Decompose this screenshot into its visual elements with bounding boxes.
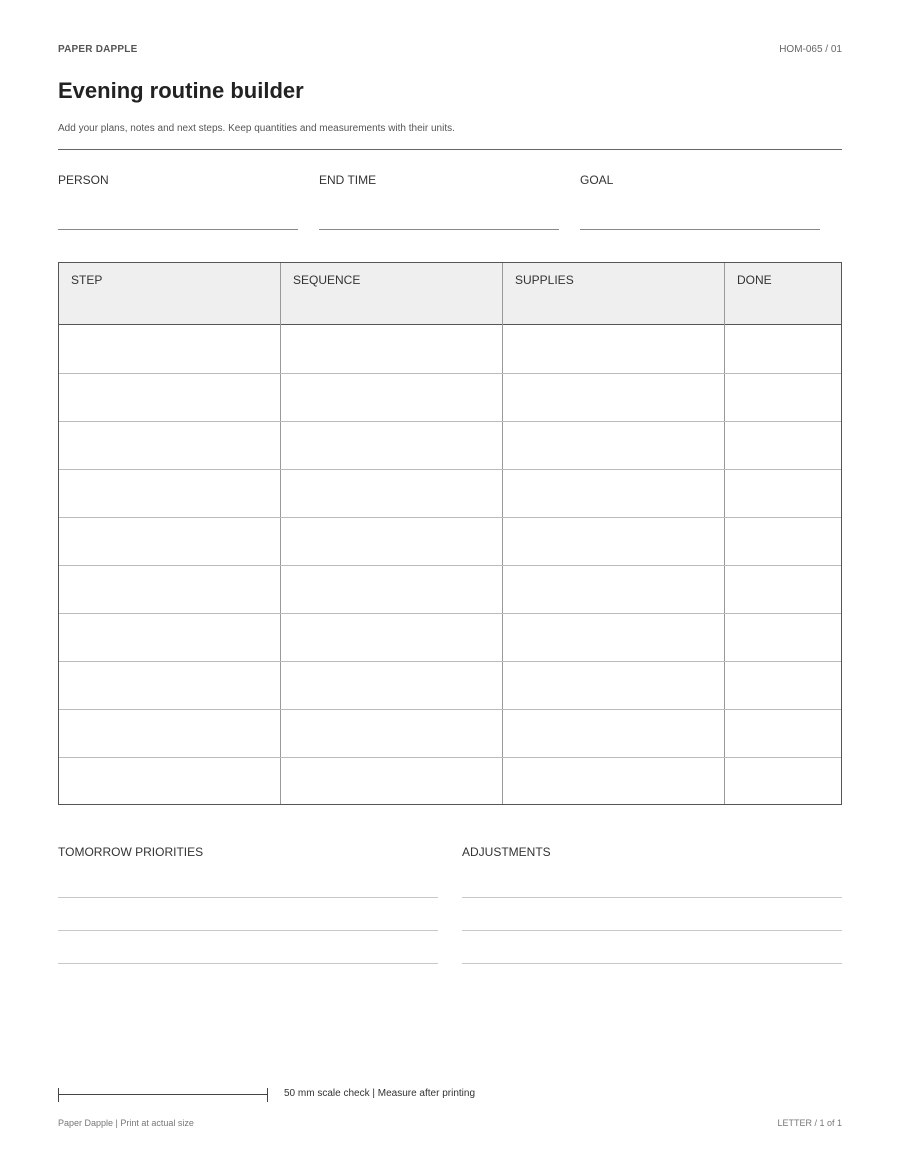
table-cell-step[interactable] (59, 470, 280, 517)
table-cell-supplies[interactable] (503, 326, 724, 373)
table-cell-step[interactable] (59, 374, 280, 421)
table-cell-done[interactable] (725, 614, 841, 661)
field-line-person[interactable] (58, 229, 298, 230)
routine-table (58, 262, 842, 805)
table-cell-done[interactable] (725, 662, 841, 709)
table-cell-step[interactable] (59, 662, 280, 709)
tomorrow-priorities-label: TOMORROW PRIORITIES (58, 845, 204, 859)
table-cell-sequence[interactable] (281, 758, 502, 805)
column-header-supplies: SUPPLIES (515, 273, 574, 287)
scale-bar-tick (58, 1088, 59, 1102)
table-cell-sequence[interactable] (281, 374, 502, 421)
table-cell-step[interactable] (59, 758, 280, 805)
table-cell-done[interactable] (725, 422, 841, 469)
table-cell-supplies[interactable] (503, 566, 724, 613)
priorities-line[interactable] (58, 963, 438, 964)
table-cell-sequence[interactable] (281, 470, 502, 517)
table-cell-step[interactable] (59, 422, 280, 469)
table-cell-sequence[interactable] (281, 566, 502, 613)
table-cell-step[interactable] (59, 710, 280, 757)
table-cell-sequence[interactable] (281, 662, 502, 709)
table-cell-sequence[interactable] (281, 518, 502, 565)
table-cell-done[interactable] (725, 758, 841, 805)
table-cell-step[interactable] (59, 614, 280, 661)
table-cell-done[interactable] (725, 710, 841, 757)
table-cell-sequence[interactable] (281, 614, 502, 661)
table-cell-supplies[interactable] (503, 518, 724, 565)
priorities-line[interactable] (58, 897, 438, 898)
table-cell-supplies[interactable] (503, 422, 724, 469)
header-divider (58, 149, 842, 150)
table-cell-supplies[interactable] (503, 758, 724, 805)
table-cell-done[interactable] (725, 518, 841, 565)
field-line-end-time[interactable] (319, 229, 559, 230)
adjustments-line[interactable] (462, 963, 842, 964)
field-label-goal: GOAL (580, 173, 614, 187)
adjustments-line[interactable] (462, 930, 842, 931)
footer-page-info: LETTER / 1 of 1 (777, 1118, 842, 1128)
table-cell-done[interactable] (725, 566, 841, 613)
priorities-line[interactable] (58, 930, 438, 931)
scale-check-bar (58, 1088, 268, 1102)
page-subtitle: Add your plans, notes and next steps. Keep quantities and measurements with their units. (58, 123, 455, 134)
table-cell-done[interactable] (725, 374, 841, 421)
scale-bar-tick (267, 1088, 268, 1102)
field-label-person: PERSON (58, 173, 109, 187)
adjustments-line[interactable] (462, 897, 842, 898)
table-cell-done[interactable] (725, 470, 841, 517)
table-cell-done[interactable] (725, 326, 841, 373)
adjustments-label: ADJUSTMENTS (462, 845, 551, 859)
table-cell-supplies[interactable] (503, 374, 724, 421)
table-cell-supplies[interactable] (503, 614, 724, 661)
table-cell-sequence[interactable] (281, 710, 502, 757)
document-id: HOM-065 / 01 (779, 44, 842, 55)
field-label-end-time: END TIME (319, 173, 377, 187)
column-header-sequence: SEQUENCE (293, 273, 361, 287)
column-header-done: DONE (737, 273, 772, 287)
table-cell-sequence[interactable] (281, 326, 502, 373)
table-cell-sequence[interactable] (281, 422, 502, 469)
page-title: Evening routine builder (58, 78, 304, 103)
table-cell-supplies[interactable] (503, 710, 724, 757)
table-cell-step[interactable] (59, 326, 280, 373)
column-header-step: STEP (71, 273, 103, 287)
table-cell-step[interactable] (59, 518, 280, 565)
brand-name: PAPER DAPPLE (58, 44, 138, 55)
scale-bar-line (58, 1094, 268, 1095)
table-cell-step[interactable] (59, 566, 280, 613)
field-line-goal[interactable] (580, 229, 820, 230)
table-cell-supplies[interactable] (503, 470, 724, 517)
table-cell-supplies[interactable] (503, 662, 724, 709)
footer-left-text: Paper Dapple | Print at actual size (58, 1118, 194, 1128)
scale-check-text: 50 mm scale check | Measure after printing (284, 1088, 476, 1099)
